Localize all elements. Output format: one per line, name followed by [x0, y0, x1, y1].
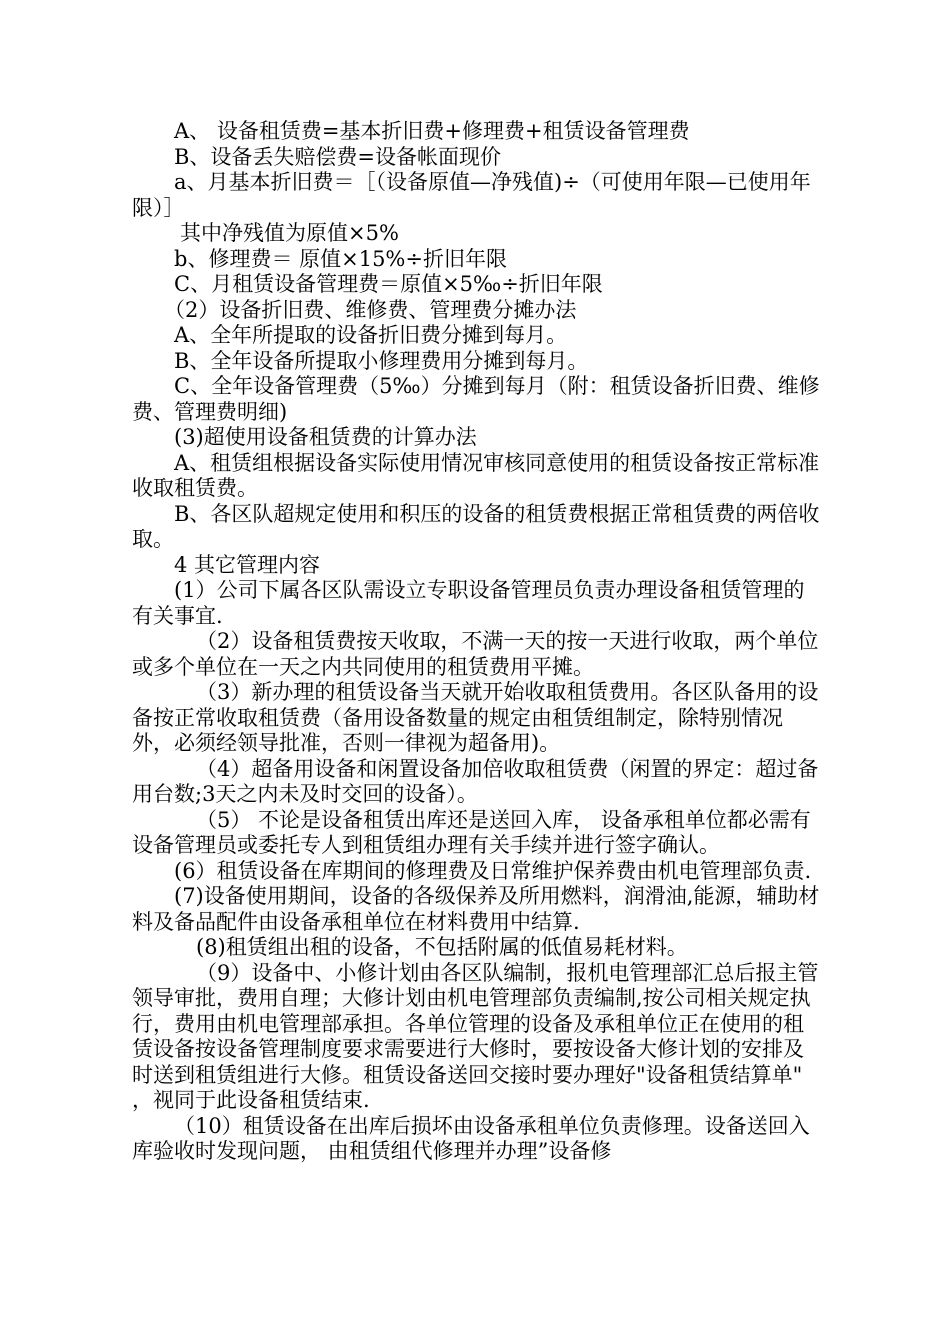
section-heading-other: 4 其它管理内容 — [174, 552, 321, 577]
document-page — [132, 119, 822, 1165]
other-item-7: (7)设备使用期间，设备的各级保养及所用燃料，润滑油,能源，辅助材料及备品配件由设备承租单位在材料费用中结算. — [132, 884, 820, 934]
other-item-2: （2）设备租赁费按天收取，不满一天的按一天进行收取，两个单位或多个单位在一天之内共同使用的租赁费用平摊。 — [132, 629, 819, 679]
formula-rental-fee: A、 设备租赁费=基本折旧费+修理费+租赁设备管理费 — [174, 119, 690, 143]
other-item-6: (6）租赁设备在库期间的修理费及日常维护保养费由机电管理部负责. — [174, 858, 812, 883]
formula-monthly-depreciation: a、月基本折旧费＝［（设备原值—净残值)÷（可使用年限—已使用年限）］ — [132, 170, 811, 220]
other-item-4: （4）超备用设备和闲置设备加倍收取租赁费（闲置的界定：超过备用台数;3天之内未及时交回的设备）。 — [132, 756, 819, 806]
formula-loss-compensation: B、设备丢失赔偿费=设备帐面现价 — [174, 144, 502, 169]
other-item-5: （5） 不论是设备租赁出库还是送回入库， 设备承租单位都必需有设备管理员或委托专人到租赁组办理有关手续并进行签字确认。 — [132, 807, 811, 857]
other-item-3: （3）新办理的租赁设备当天就开始收取租赁费用。各区队备用的设备按正常收取租赁费（备用设备数量的规定由租赁组制定，除特别情况外，必须经领导批准，否则一律视为超备用)。 — [132, 680, 819, 755]
other-item-10: （10）租赁设备在出库后损坏由设备承租单位负责修理。设备送回入库验收时发现问题， 由租赁组代修理并办理”设备修 — [132, 1113, 810, 1163]
section-heading-overuse: (3)超使用设备租赁费的计算办法 — [174, 425, 477, 449]
allocation-item-c: C、全年设备管理费（5‰）分摊到每月（附：租赁设备折旧费、维修费、管理费明细) — [132, 374, 820, 424]
allocation-item-a: A、全年所提取的设备折旧费分摊到每月。 — [174, 323, 568, 347]
other-item-8: (8)租赁组出租的设备，不包括附属的低值易耗材料。 — [196, 935, 688, 959]
allocation-item-b: B、全年设备所提取小修理费用分摊到每月。 — [174, 348, 589, 373]
overuse-item-b: B、各区队超规定使用和积压的设备的租赁费根据正常租赁费的两倍收取。 — [132, 501, 820, 551]
other-item-9: （9）设备中、小修计划由各区队编制，报机电管理部汇总后报主管领导审批，费用自理；大修计划由机电管理部负责编制,按公司相关规定执行，费用由机电管理部承担。各单位管理的设备及承租单位正在使用的租赁设备按设备管理制度要求需要进行大修时，要按设备大修计划的安排及时送到租赁组进行大修。租赁设备送回交接时要办理好"设备租赁结算单" ，视同于此设备租赁结束. — [132, 960, 819, 1112]
residual-value-note: 其中净残值为原值×5% — [180, 221, 399, 245]
other-item-1: (1）公司下属各区队需设立专职设备管理员负责办理设备租赁管理的有关事宜. — [132, 578, 805, 628]
formula-repair-fee: b、修理费＝ 原值×15%÷折旧年限 — [174, 246, 507, 271]
formula-management-fee: C、月租赁设备管理费＝原值×5‰÷折旧年限 — [174, 272, 603, 296]
overuse-item-a: A、租赁组根据设备实际使用情况审核同意使用的租赁设备按正常标准收取租赁费。 — [132, 450, 820, 500]
section-heading-allocation: （2）设备折旧费、维修费、管理费分摊办法 — [164, 297, 577, 322]
